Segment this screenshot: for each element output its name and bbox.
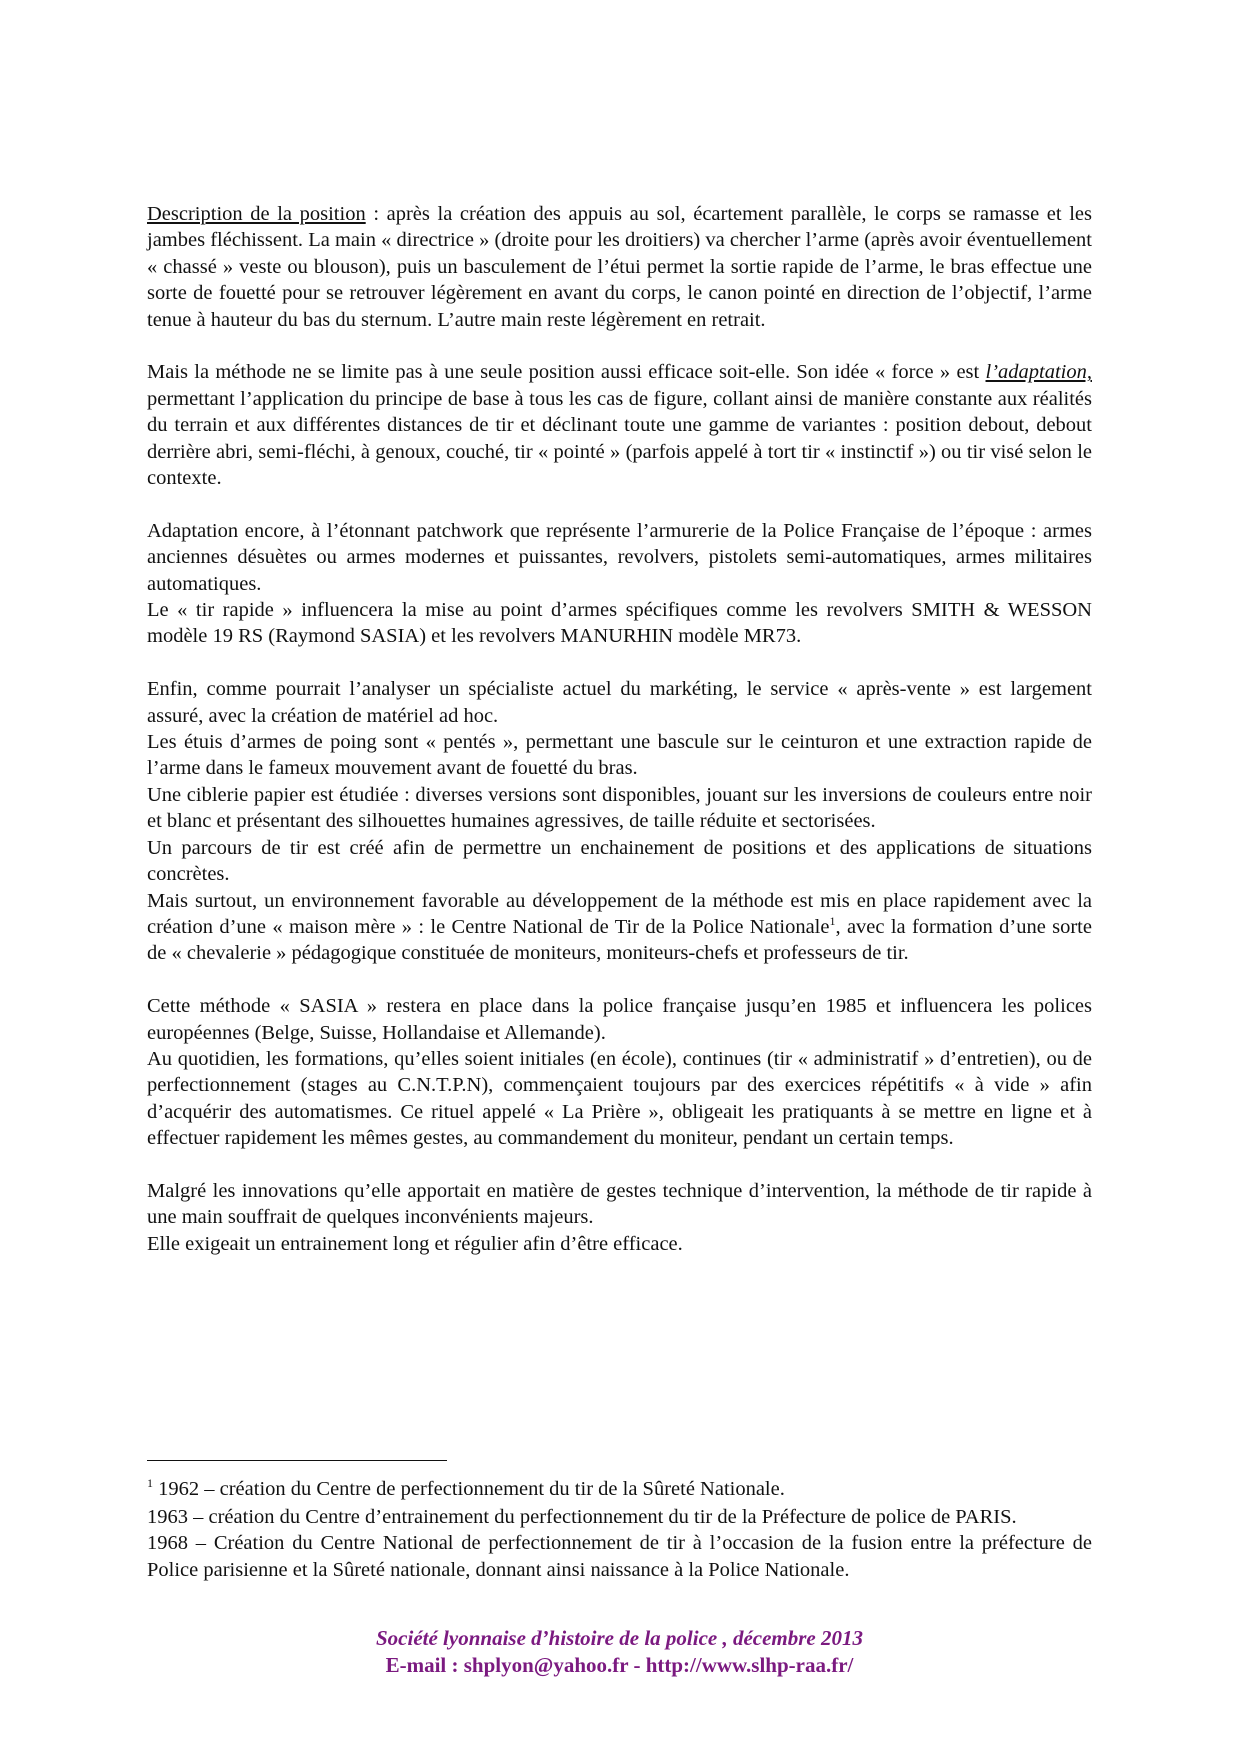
paragraph-text: Mais surtout, un environnement favorable au développement de la méthode est mis en place rapidement avec la création d’une « maison mère » : le Centre National de Tir de la Police Nationale: [147, 889, 1092, 938]
footnote-line: 1963 – création du Centre d’entrainement du perfectionnement du tir de la Préfecture de police de PARIS.: [147, 1506, 1017, 1528]
paragraph-training: Au quotidien, les formations, qu’elles soient initiales (en école), continues (tir « administratif » d’entretien), ou de perfectionnement (stages au C.N.T.P.N), commençaient toujours par des exercices répétitifs « à vide » afin d’acquérir des automatismes. Ce rituel appelé « La Prière », obligeait les pratiquants à se mettre en ligne et à effectuer rapidement les mêmes gestes, au commandement du moniteur, pendant un certain temps.: [147, 1047, 1092, 1150]
section-label: Description de la position: [147, 203, 366, 225]
footnote-separator: [147, 1460, 447, 1461]
paragraph-drawbacks: Malgré les innovations qu’elle apportait en matière de gestes technique d’intervention, la méthode de tir rapide à une main souffrait de quelques inconvénients majeurs.: [147, 1179, 1092, 1229]
paragraph-targets: Une ciblerie papier est étudiée : diverses versions sont disponibles, jouant sur les inversions de couleurs entre noir et blanc et présentant des silhouettes humaines agressives, de taille réduite et sectorisées.: [147, 783, 1092, 833]
page-footer: [147, 1625, 1092, 1679]
paragraph-text: : après la création des appuis au sol, écartement parallèle, le corps se ramasse et les jambes fléchissent. La main « directrice » (droite pour les droitiers) va chercher l’arme (après avoir éventuellement « chassé » veste ou blouson), puis un basculement de l’étui permet la sortie rapide de l’arme, le bras effectue une sorte de fouetté pour se retrouver légèrement en avant du corps, le canon pointé en direction de l’objectif, l’arme tenue à hauteur du bas du sternum. L’autre main reste légèrement en retrait.: [147, 203, 1092, 331]
footer-contact-line: E-mail : shplyon@yahoo.fr - http://www.slhp-raa.fr/: [385, 1653, 854, 1677]
paragraph-sasia: Cette méthode « SASIA » restera en place dans la police française jusqu’en 1985 et influencera les polices européennes (Belge, Suisse, Hollandaise et Allemande).: [147, 995, 1092, 1044]
paragraph-holsters: Les étuis d’armes de poing sont « pentés », permettant une bascule sur le ceinturon et une extraction rapide de l’arme dans le fameux mouvement avant de fouetté du bras.: [147, 731, 1092, 780]
emphasis-term: l’adaptation,: [985, 361, 1092, 384]
paragraph-conclusion: Elle exigeait un entrainement long et régulier afin d’être efficace.: [147, 1232, 683, 1255]
footer-society-line: Société lyonnaise d’histoire de la police , décembre 2013: [376, 1626, 863, 1650]
paragraph-centre: [147, 888, 1092, 967]
paragraph-text: , avec la formation d’une sorte de « chevalerie » pédagogique constituée de moniteurs, moniteurs-chefs et professeurs de tir.: [147, 915, 1092, 965]
footnote-line: [147, 1474, 1092, 1504]
footnote-line: 1968 – Création du Centre National de perfectionnement de tir à l’occasion de la fusion entre la préfecture de Police parisienne et la Sûreté nationale, donnant ainsi naissance à la Police Nationale.: [147, 1532, 1092, 1581]
paragraph-course: Un parcours de tir est créé afin de permettre un enchainement de positions et des applications de situations concrètes.: [147, 836, 1092, 886]
paragraph-text: Mais la méthode ne se limite pas à une seule position aussi efficace soit-elle. Son idée « force » est: [147, 361, 986, 384]
paragraph-after-sales: Enfin, comme pourrait l’analyser un spécialiste actuel du markéting, le service « après-vente » est largement assuré, avec la création de matériel ad hoc.: [147, 678, 1092, 727]
paragraph-text: permettant l’application du principe de base à tous les cas de figure, collant ainsi de manière constante aux réalités du terrain et aux différentes distances de tir et déclinant toute une gamme de variantes : position debout, debout derrière abri, semi-fléchi, à genoux, couché, tir « pointé » (parfois appelé à tort tir « instinctif ») ou tir visé selon le contexte.: [147, 387, 1092, 490]
paragraph-adaptation: [147, 359, 1092, 491]
document-body: [147, 201, 1092, 1257]
paragraph-revolvers: Le « tir rapide » influencera la mise au point d’armes spécifiques comme les revolvers SMITH & WESSON modèle 19 RS (Raymond SASIA) et les revolvers MANURHIN modèle MR73.: [147, 599, 1092, 648]
paragraph-armory: Adaptation encore, à l’étonnant patchwork que représente l’armurerie de la Police Française de l’époque : armes anciennes désuètes ou armes modernes et puissantes, revolvers, pistolets semi-automatiques, armes militaires automatiques.: [147, 519, 1092, 595]
footnote-reference: 1: [829, 914, 836, 929]
paragraph-description: [147, 201, 1092, 333]
footnotes: [147, 1474, 1092, 1583]
footnote-text: 1962 – création du Centre de perfectionnement du tir de la Sûreté Nationale.: [153, 1478, 785, 1500]
footnote-marker: 1: [147, 1476, 153, 1491]
